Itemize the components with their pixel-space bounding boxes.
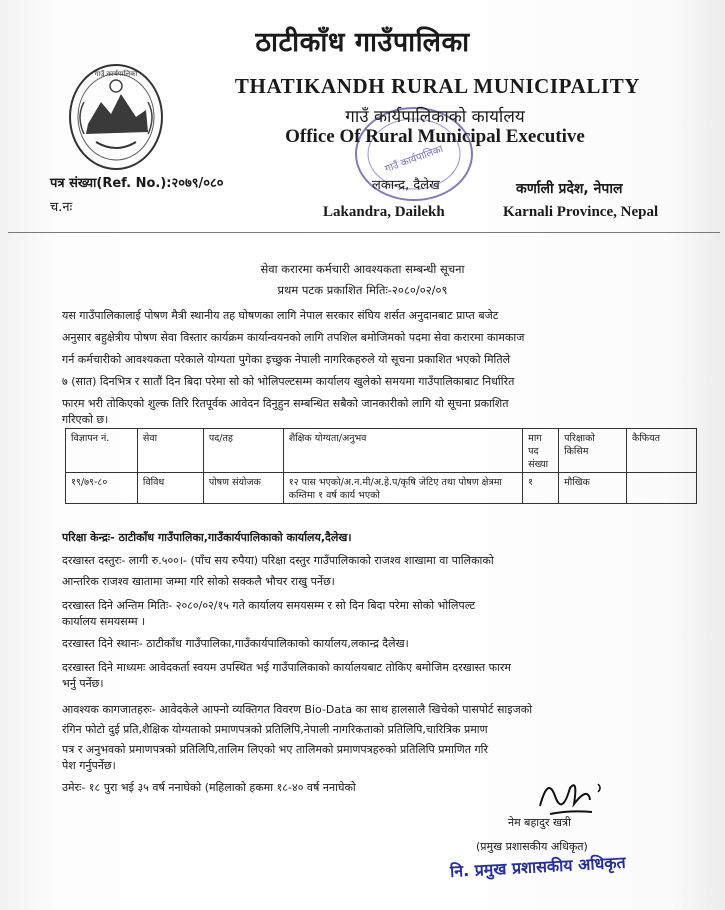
required-documents-cont: पेश गर्नुपर्नेछ। xyxy=(62,759,116,772)
table-row xyxy=(66,473,697,504)
required-documents: आवश्यक कागजातहरुः- आवेदकेले आफ्नो व्यक्तिगत विवरण Bio-Data का साथ हालसालै खिचेको पासपोर्ट साइजको xyxy=(62,703,533,716)
vacancy-table xyxy=(65,428,697,504)
col-header-qualification: शैक्षिक योग्यता/अनुभव xyxy=(283,429,522,473)
reference-number: पत्र संख्या(Ref. No.):२०७९/०८० xyxy=(50,176,224,191)
official-seal-text: नि. प्रमुख प्रशासकीय अधिकृत xyxy=(449,852,627,881)
age-limit: उमेरः- १८ पुरा भई ३५ वर्ष ननाघेको (महिलाको हकमा १८-४० वर्ष ननाघेको xyxy=(62,781,356,794)
required-documents-cont: रंगिन फोटो दुई प्रति,शैक्षिक योग्यताको प्रमाणपत्रको प्रतिलिपि,नेपाली नागरिकताको प्रतिलिपि,चारित्रिक प्रमाण xyxy=(62,723,488,736)
body-line: गर्न कर्मचारीको आवश्यकता परेकाले योग्यता पुगेका इच्छुक नेपाली नागरिकहरुले यो सूचना प्रकाशित भएको मितिले xyxy=(62,353,511,366)
exam-center: परिक्षा केन्द्रः- ठाटीकाँध गाउँपालिका,गाउँकार्यपालिकाको कार्यालय,दैलेख। xyxy=(62,531,352,544)
cell-ad-no: १९/७९-८० xyxy=(66,473,138,504)
application-fee-cont: आन्तरिक राजश्व खातामा जम्मा गरि सोको सक्कलै भौचर राखु पर्नेछ। xyxy=(62,575,335,588)
table-header-row xyxy=(66,429,697,473)
publish-date: प्रथम पटक प्रकाशित मितिः-२०८०/०२/०९ xyxy=(277,283,448,297)
application-medium-cont: भर्नु पर्नेछ। xyxy=(62,677,104,690)
col-header-vacancies: माग पद संख्या xyxy=(523,429,559,473)
application-place: दरखास्त दिने स्थानः- ठाटीकाँध गाउँपालिका,गाउँकार्यपालिकाको कार्यालय,लकान्द्र दैलेख। xyxy=(62,637,409,650)
deadline: दरखास्त दिने अन्तिम मितिः- २०८०/०२/१५ गते कार्यालय समयसम्म र सो दिन बिदा परेमा सोको भोलिपल्ट xyxy=(62,599,476,612)
province-en: Karnali Province, Nepal xyxy=(503,204,659,220)
cell-service: विविध xyxy=(137,473,203,504)
svg-text:गाउँ कार्यपालिका: गाउँ कार्यपालिका xyxy=(383,143,445,176)
application-fee: दरखास्त दस्तुरः- लागी रु.५००।- (पाँच सय रुपैया) परिक्षा दस्तुर गाउँपालिकाको राजश्व शाखामा वा पालिकाको xyxy=(62,554,494,567)
required-documents-cont: पत्र र अनुभवको प्रमाणपत्रको प्रतिलिपि,तालिम लिएको भए तालिमको प्रमाणपत्रहरुको प्रतिलिपि प्रमाणित गरि xyxy=(62,743,489,756)
province-np: कर्णाली प्रदेश, नेपाल xyxy=(516,181,623,197)
dispatch-number-label: च.नः xyxy=(50,200,73,215)
office-name-en: Office Of Rural Municipal Executive xyxy=(285,126,585,147)
body-line: ७ (सात) दिनभित्र र सातौं दिन बिदा परेमा सो को भोलिपल्टसम्म कार्यालय खुलेको समयमा गाउँपालिकाबाट निर्धारित xyxy=(62,375,515,388)
col-header-post-level: पद/तह xyxy=(203,429,283,473)
signatory-designation: (प्रमुख प्रशासकीय अधिकृत) xyxy=(476,840,588,853)
body-line: अनुसार बहुक्षेत्रीय पोषण सेवा विस्तार कार्यक्रम कार्यान्वयनको लागि तपशिल बमोजिमको पदमा सेवा करारमा कामकाज xyxy=(62,331,525,344)
notice-subject: सेवा करारमा कर्मचारी आवश्यकता सम्बन्धी सूचना xyxy=(260,262,465,276)
signatory-name: नेम बहादुर खत्री xyxy=(508,816,571,829)
location-np: लकान्द्र, दैलेख xyxy=(372,178,440,193)
col-header-ad-no: विज्ञापन नं. xyxy=(66,429,138,473)
body-line: यस गाउँपालिकालाई पोषण मैत्री स्थानीय तह घोषणका लागि नेपाल सरकार संघिय शर्सत अनुदानबाट प्राप्त बजेट xyxy=(62,309,499,322)
body-line: गरिएको छ। xyxy=(62,413,109,426)
location-en: Lakandra, Dailekh xyxy=(323,204,445,220)
header-divider xyxy=(8,232,720,233)
body-line: फारम भरी तोकिएको शुल्क तिरि रितपूर्वक आवेदन दिनुहुन सम्बन्धित सबैको जानकारीको लागि यो सूचना प्रकाशित xyxy=(62,397,509,410)
cell-remarks xyxy=(627,473,697,504)
municipality-title-en: THATIKANDH RURAL MUNICIPALITY xyxy=(234,74,641,98)
deadline-cont: कार्यालय समयसम्म । xyxy=(62,615,146,628)
col-header-remarks: कैफियत xyxy=(627,429,697,473)
col-header-service: सेवा xyxy=(137,429,203,473)
cell-exam-type: मौखिक xyxy=(559,473,627,504)
cell-post-level: पोषण संयोजक xyxy=(203,473,283,504)
col-header-exam-type: परिक्षाको किसिम xyxy=(559,429,627,473)
cell-vacancies: १ xyxy=(523,473,559,504)
municipality-title-np: ठाटीकाँध गाउँपालिका xyxy=(255,27,470,58)
cell-qualification: १२ पास भएको/अ.न.मी/अ.हे.प/कृषि जेटिए तथा पोषण क्षेत्रमा कम्तिमा १ वर्ष कार्य भएको xyxy=(283,473,522,504)
office-name-np: गाउँ कार्यपालिकाको कार्यालय xyxy=(345,107,525,127)
svg-text:गाउँ कार्यपालिका: गाउँ कार्यपालिका xyxy=(94,70,138,78)
application-medium: दरखास्त दिने माध्यमः आवेदकर्ता स्वयम उपस्थित भई गाउँपालिकाको कार्यालयबाट तोकिए बमोजिम दरखास्त फारम xyxy=(62,661,512,674)
